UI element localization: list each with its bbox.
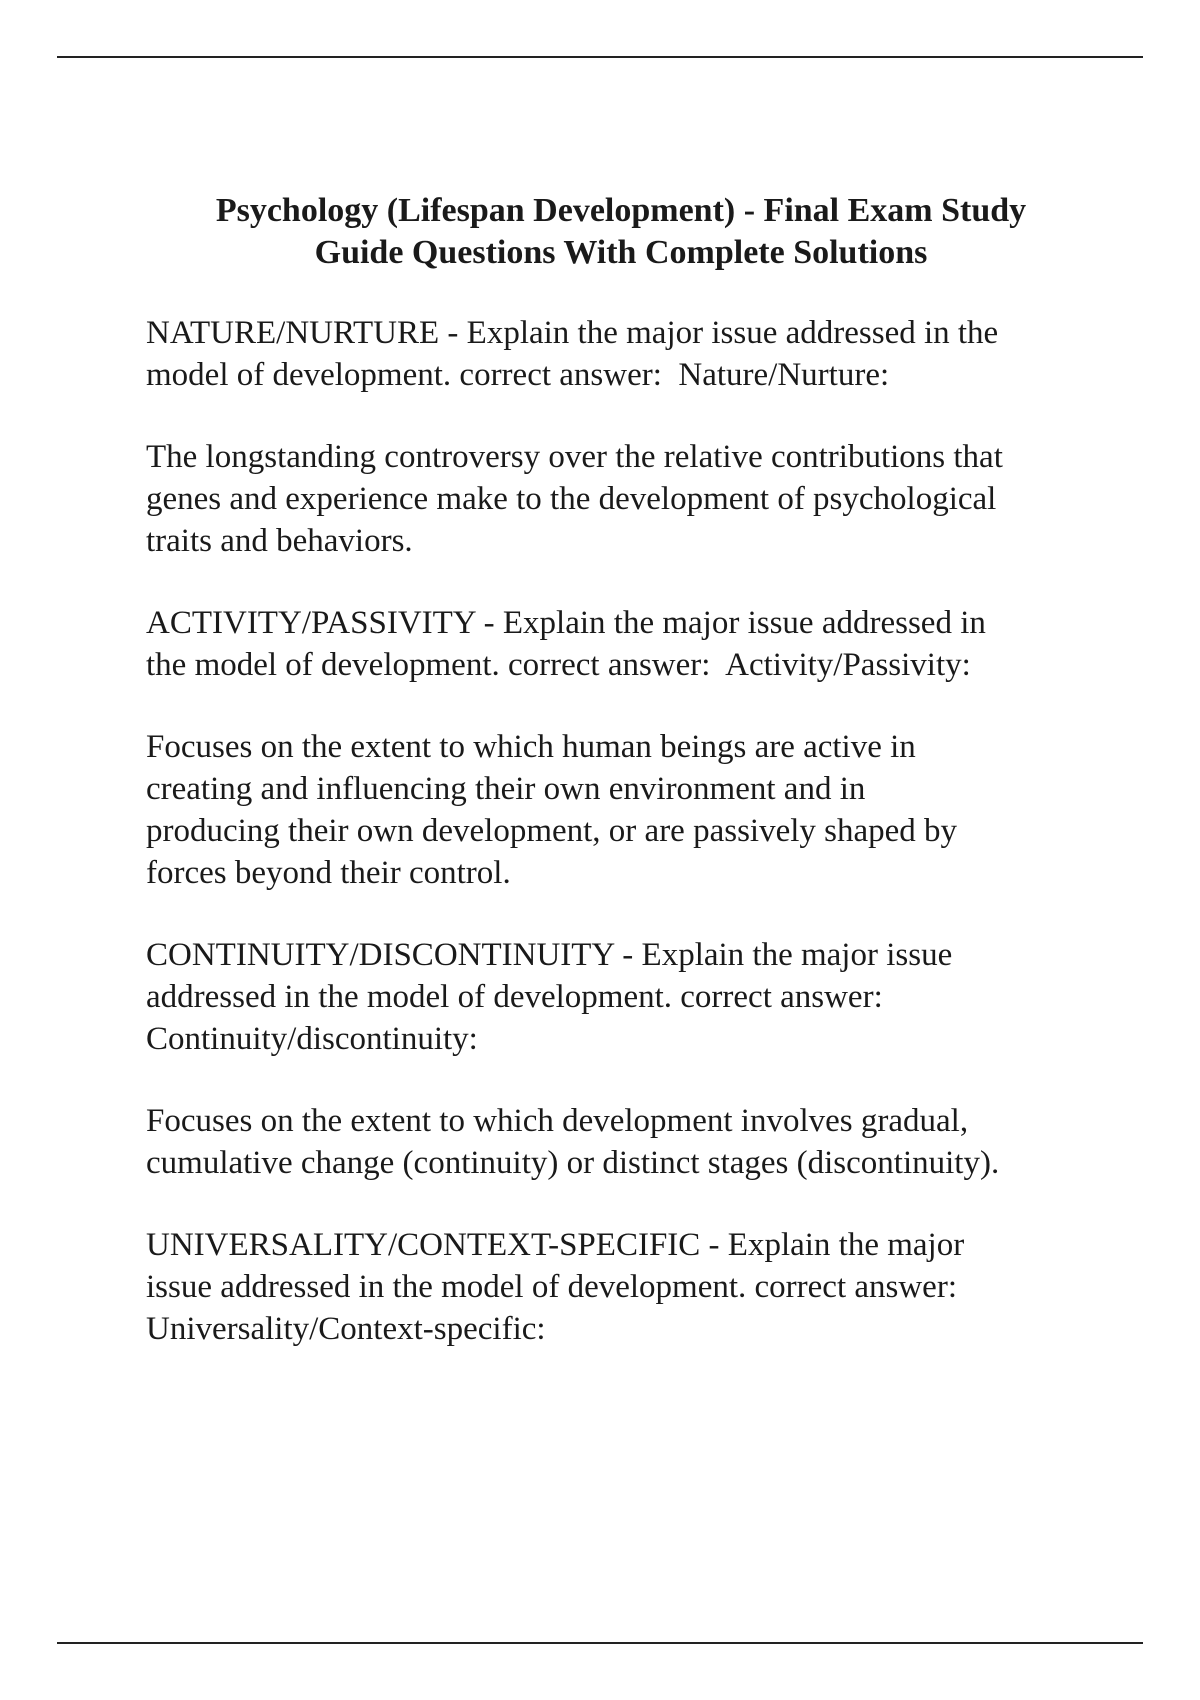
text-line: ACTIVITY/PASSIVITY - Explain the major issue addressed in xyxy=(146,605,986,641)
answer-activity-passivity xyxy=(146,726,1096,894)
question-universality-context-specific xyxy=(146,1224,1096,1350)
text-line: traits and behaviors. xyxy=(146,523,413,559)
text-line: forces beyond their control. xyxy=(146,855,511,891)
text-line: creating and influencing their own environment and in xyxy=(146,771,866,807)
text-line: the model of development. correct answer: Activity/Passivity: xyxy=(146,647,971,683)
footer-rule xyxy=(57,1642,1143,1644)
text-line: producing their own development, or are passively shaped by xyxy=(146,813,958,849)
text-line: cumulative change (continuity) or distinct stages (discontinuity). xyxy=(146,1145,1000,1181)
text-line: addressed in the model of development. correct answer: xyxy=(146,979,883,1015)
document-body xyxy=(146,190,1096,1390)
text-line: Focuses on the extent to which human beings are active in xyxy=(146,729,916,765)
text-line: UNIVERSALITY/CONTEXT-SPECIFIC - Explain the major xyxy=(146,1227,965,1263)
text-line: Universality/Context-specific: xyxy=(146,1311,546,1347)
text-line: Continuity/discontinuity: xyxy=(146,1021,478,1057)
text-line: The longstanding controversy over the relative contributions that xyxy=(146,439,1003,475)
header-rule xyxy=(57,56,1143,58)
question-continuity-discontinuity xyxy=(146,934,1096,1060)
title-line: Guide Questions With Complete Solutions xyxy=(314,234,928,271)
text-line: model of development. correct answer: Nature/Nurture: xyxy=(146,357,890,393)
text-line: issue addressed in the model of development. correct answer: xyxy=(146,1269,957,1305)
text-line: CONTINUITY/DISCONTINUITY - Explain the major issue xyxy=(146,937,953,973)
title-line: Psychology (Lifespan Development) - Final Exam Study xyxy=(215,192,1027,229)
document-title xyxy=(146,190,1096,274)
question-nature-nurture xyxy=(146,312,1096,396)
question-activity-passivity xyxy=(146,602,1096,686)
text-line: genes and experience make to the development of psychological xyxy=(146,481,997,517)
text-line: NATURE/NURTURE - Explain the major issue addressed in the xyxy=(146,315,999,351)
answer-nature-nurture xyxy=(146,436,1096,562)
text-line: Focuses on the extent to which development involves gradual, xyxy=(146,1103,969,1139)
answer-continuity-discontinuity xyxy=(146,1100,1096,1184)
